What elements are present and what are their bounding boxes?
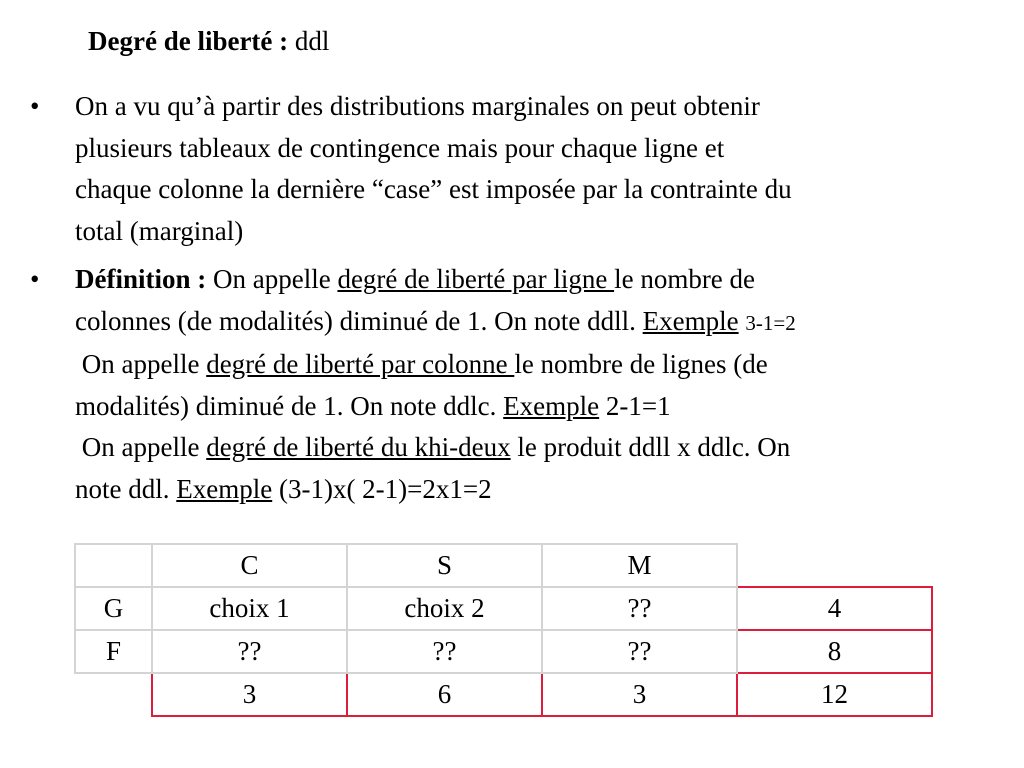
column-header-c: C bbox=[152, 544, 347, 587]
definition-line bbox=[75, 259, 1000, 301]
table-row bbox=[75, 630, 932, 673]
text-span: On appelle bbox=[81, 432, 207, 462]
bullet-line: chaque colonne la dernière “case” est imposée par la contrainte du bbox=[75, 174, 792, 204]
text-span: le nombre de bbox=[614, 264, 756, 294]
bullet-list bbox=[30, 86, 1000, 510]
definition-label: Définition : bbox=[75, 264, 207, 294]
bullet-line: total (marginal) bbox=[75, 215, 244, 246]
exemple-value: (3-1)x( 2-1)=2x1=2 bbox=[272, 473, 492, 504]
bullet-line: plusieurs tableaux de contingence mais pour chaque ligne et bbox=[75, 132, 725, 163]
column-total-cell: 6 bbox=[347, 673, 542, 716]
text-span: On appelle bbox=[81, 349, 207, 379]
bullet-marker: • bbox=[30, 264, 40, 294]
contingency-table bbox=[74, 543, 933, 717]
exemple-label: Exemple bbox=[503, 390, 600, 421]
table-corner-cell bbox=[75, 544, 152, 587]
table-totals-row bbox=[75, 673, 932, 716]
text-span: modalités) diminué de 1. On note ddlc. bbox=[75, 390, 504, 421]
text-span: le produit ddll x ddlc. On bbox=[510, 432, 791, 462]
table-cell: ?? bbox=[542, 630, 737, 673]
table-cell: ?? bbox=[542, 587, 737, 630]
table-header-row bbox=[75, 544, 932, 587]
text-span: note ddl. bbox=[75, 473, 177, 504]
row-total-cell: 8 bbox=[737, 630, 932, 673]
definition-line bbox=[75, 344, 1000, 386]
bullet-item-definition bbox=[30, 259, 1000, 510]
table-cell: ?? bbox=[152, 630, 347, 673]
grand-total-cell: 12 bbox=[737, 673, 932, 716]
row-header-g: G bbox=[75, 587, 152, 630]
table-cell: choix 1 bbox=[152, 587, 347, 630]
table-row bbox=[75, 587, 932, 630]
term-ddl-colonne: degré de liberté par colonne bbox=[206, 349, 515, 379]
column-total-cell: 3 bbox=[152, 673, 347, 716]
exemple-value: 2-1=1 bbox=[605, 390, 671, 421]
definition-line bbox=[75, 386, 1000, 428]
bullet-item-intro bbox=[30, 86, 1000, 252]
exemple-label: Exemple bbox=[642, 305, 739, 336]
bullet-marker: • bbox=[30, 91, 40, 121]
empty-cell bbox=[75, 673, 152, 716]
title-bold: Degré de liberté : bbox=[88, 26, 289, 56]
text-span: On appelle bbox=[213, 264, 338, 294]
term-ddl-ligne: degré de liberté par ligne bbox=[337, 264, 615, 294]
term-ddl-khi-deux: degré de liberté du khi-deux bbox=[206, 432, 511, 462]
exemple-value: 3-1=2 bbox=[745, 310, 796, 335]
exemple-label: Exemple bbox=[176, 473, 273, 504]
slide-title bbox=[88, 24, 329, 58]
text-span: le nombre de lignes (de bbox=[514, 349, 768, 379]
definition-line bbox=[75, 301, 1000, 345]
text-span: colonnes (de modalités) diminué de 1. On note ddll. bbox=[75, 305, 643, 336]
row-header-f: F bbox=[75, 630, 152, 673]
title-rest: ddl bbox=[294, 26, 330, 56]
bullet-line: On a vu qu’à partir des distributions marginales on peut obtenir bbox=[75, 91, 760, 121]
row-total-cell: 4 bbox=[737, 587, 932, 630]
table-cell: choix 2 bbox=[347, 587, 542, 630]
table-cell: ?? bbox=[347, 630, 542, 673]
definition-line bbox=[75, 427, 1000, 469]
column-header-s: S bbox=[347, 544, 542, 587]
empty-cell bbox=[737, 544, 932, 587]
definition-line bbox=[75, 469, 1000, 511]
column-header-m: M bbox=[542, 544, 737, 587]
column-total-cell: 3 bbox=[542, 673, 737, 716]
